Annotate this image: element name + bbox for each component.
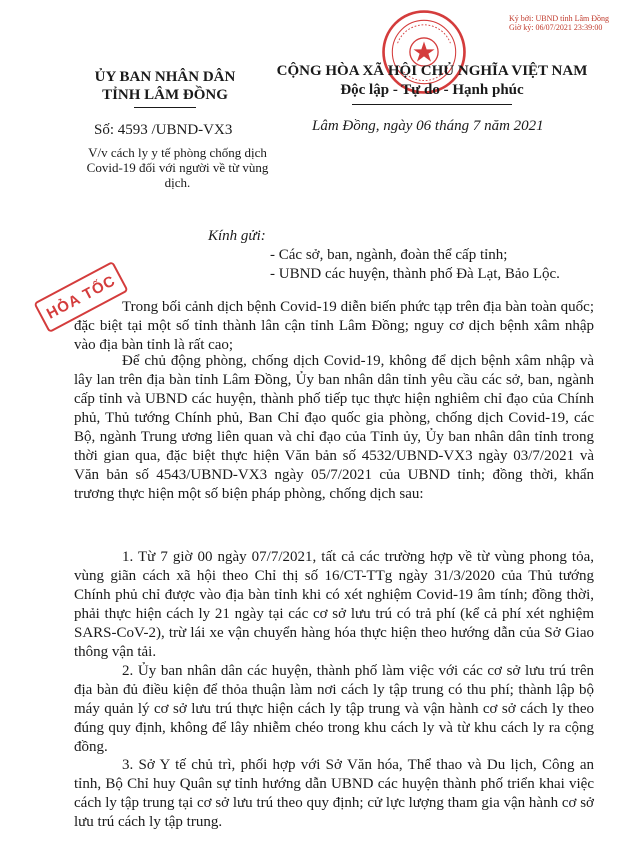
issuer-header — [60, 68, 270, 104]
body-paragraph — [74, 756, 594, 832]
recipients-label: Kính gửi: — [208, 228, 266, 244]
body-paragraph — [74, 352, 594, 504]
urgent-stamp: HỎA TỐC — [33, 261, 128, 333]
recipient-item: - UBND các huyện, thành phố Đà Lạt, Bảo Lộc. — [270, 266, 560, 282]
issuer-underline — [134, 107, 196, 108]
digital-signature — [509, 14, 627, 32]
paragraph-item-2: 2. Ủy ban nhân dân các huyện, thành phố làm việc với các cơ sở lưu trú trên địa bàn đủ điều kiện để thỏa thuận làm nơi cách ly tập trung có thu phí; thành lập bộ máy quản lý cơ sở lưu trú thực hiện cách ly tập trung và vận hành cơ sở cách ly theo đúng quy định, không để lây nhiễm chéo trong khu cách ly và từ khu cách ly ra cộng đồng. — [74, 663, 594, 755]
motto-underline — [352, 104, 512, 105]
national-header — [262, 62, 602, 100]
document-date: Lâm Đồng, ngày 06 tháng 7 năm 2021 — [312, 118, 544, 134]
paragraph-item-1: 1. Từ 7 giờ 00 ngày 07/7/2021, tất cả các trường hợp về từ vùng phong tỏa, vùng giãn cách xã hội theo Chỉ thị số 16/CT-TTg ngày 31/3/2020 của Thủ tướng Chính phủ chỉ được vào địa bàn tỉnh khi có xét nghiệm Covid-19 âm tính; đồng thời, phải thực hiện cách ly 21 ngày tại các cơ sở lưu trú có trả phí (kể cả phí xét nghiệm SARS-CoV-2), trừ lái xe vận chuyển hàng hóa thực hiện theo hướng dẫn của Sở Giao thông vận tải. — [74, 549, 594, 660]
issuer-line2: TỈNH LÂM ĐỒNG — [102, 87, 228, 103]
recipient-item: - Các sở, ban, ngành, đoàn thể cấp tỉnh; — [270, 247, 508, 263]
paragraph-item-3: 3. Sở Y tế chủ trì, phối hợp với Sở Văn hóa, Thể thao và Du lịch, Công an tỉnh, Bộ Chỉ huy Quân sự tỉnh hướng dẫn UBND các huyện thành phố triển khai việc cách ly tập trung tại cơ sở lưu trú theo quy định; cử lực lượng tham gia vận hành cơ sở lưu trú cách ly tập trung. — [74, 757, 594, 830]
paragraph-intro: Để chủ động phòng, chống dịch Covid-19, không để dịch bệnh xâm nhập và lây lan trên địa bàn tỉnh Lâm Đồng, Ủy ban nhân dân tỉnh yêu cầu các sở, ban, ngành cấp tỉnh và UBND các huyện, thành phố tiếp tục thực hiện nghiêm chỉ đạo của Chính phủ, Thủ tướng Chính phủ, Ban Chỉ đạo quốc gia phòng, chống dịch Covid-19, các Bộ, ngành Trung ương liên quan và chỉ đạo của Tỉnh ủy, Ủy ban nhân dân tỉnh trong thời gian qua, đặc biệt thực hiện Văn bản số 4532/UBND-VX3 ngày 03/7/2021 và Văn bản số 4543/UBND-VX3 ngày 05/7/2021 của UBND tỉnh; đồng thời, khẩn trương thực hiện một số biện pháp phòng, chống dịch sau: — [74, 353, 594, 502]
body-paragraph — [74, 298, 594, 355]
body-paragraph — [74, 548, 594, 662]
paragraph-context: Trong bối cảnh dịch bệnh Covid-19 diễn biến phức tạp trên địa bàn toàn quốc; đặc biệt tại một số tỉnh thành lân cận tỉnh Lâm Đồng; nguy cơ dịch bệnh xâm nhập vào địa bàn tỉnh là rất cao; — [74, 299, 594, 353]
national-motto: Độc lập - Tự do - Hạnh phúc — [340, 82, 524, 98]
national-title: CỘNG HÒA XÃ HỘI CHỦ NGHĨA VIỆT NAM — [276, 63, 588, 79]
document-number: Số: 4593 /UBND-VX3 — [94, 122, 233, 138]
issuer-line1: ỦY BAN NHÂN DÂN — [94, 69, 236, 85]
signature-time: Giờ ký: 06/07/2021 23:39:00 — [509, 23, 603, 32]
signature-signer: Ký bởi: UBND tỉnh Lâm Đồng — [509, 14, 610, 23]
document-subject: V/v cách ly y tế phòng chống dịch Covid-19 đối với người về từ vùng dịch. — [86, 145, 269, 190]
body-paragraph — [74, 662, 594, 757]
